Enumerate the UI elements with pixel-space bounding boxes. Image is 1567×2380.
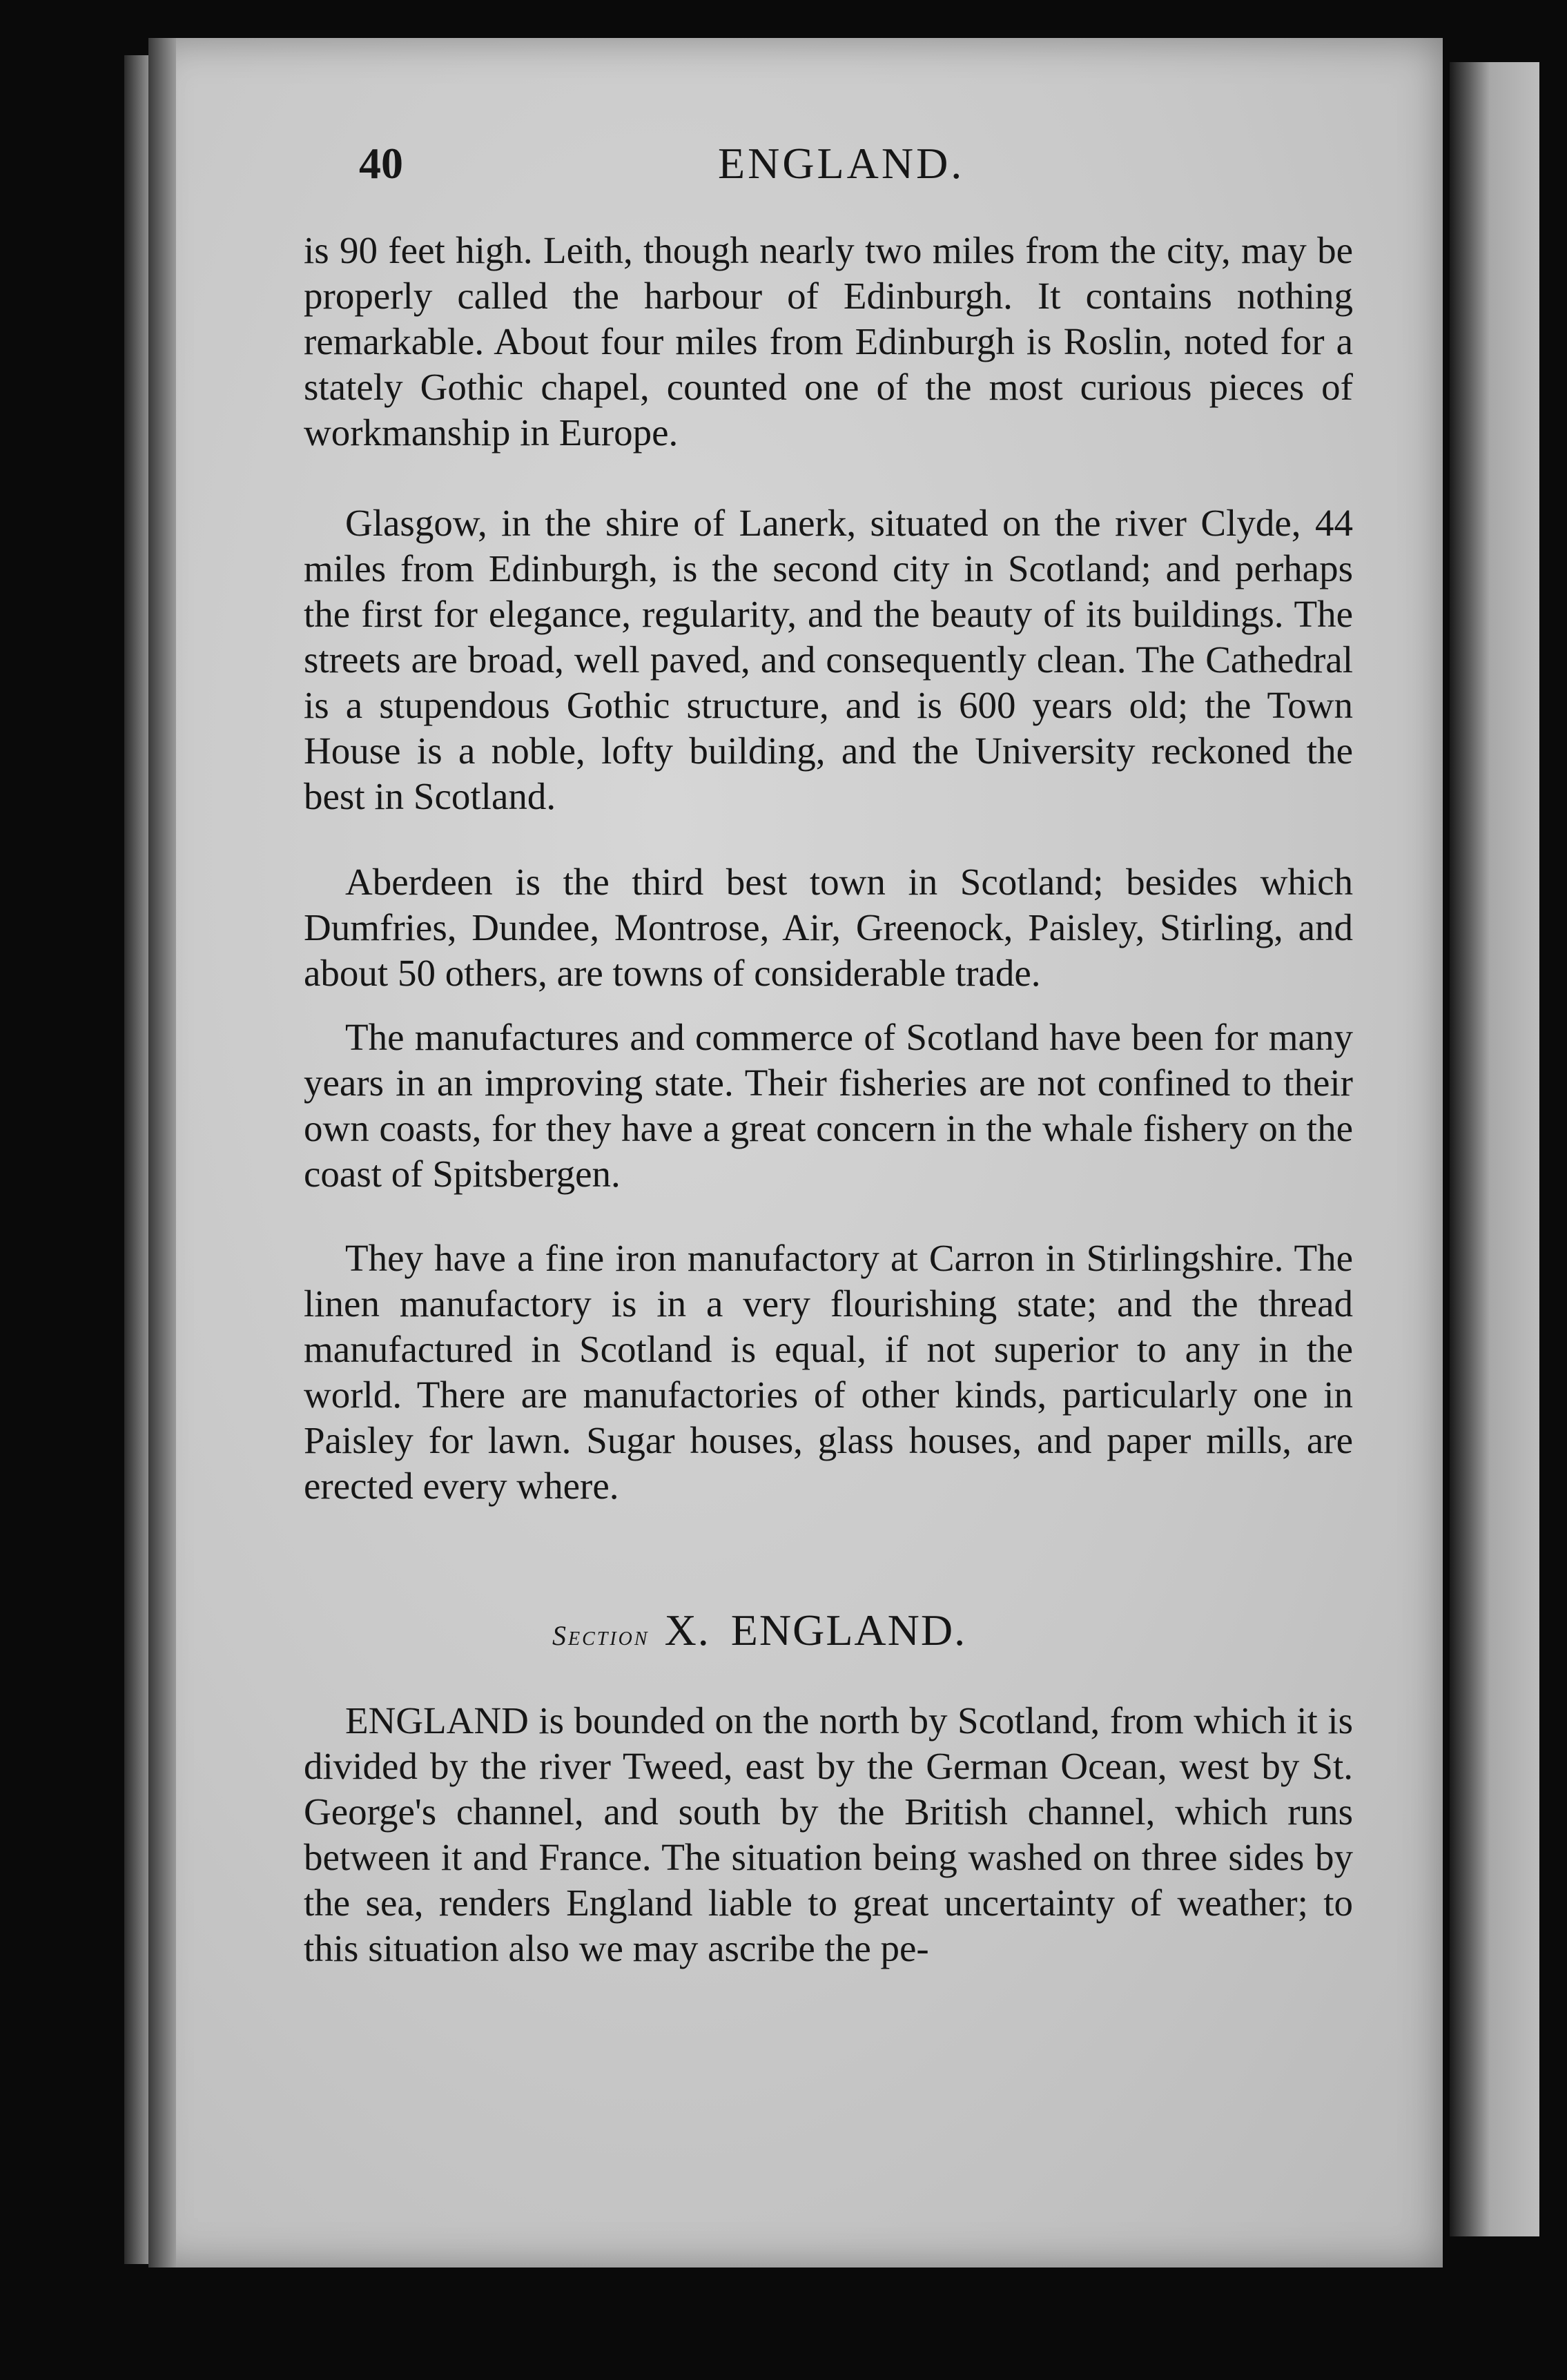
- paragraph-1: is 90 feet high. Leith, though nearly two miles from the city, may be properly called the harbour of Edinburgh. It contains nothing remarkable. About four miles from Edinburgh is Roslin, noted for a stately Gothic chapel, counted one of the most curious pieces of workmanship in Europe.: [304, 229, 1353, 453]
- running-head: [359, 138, 1049, 189]
- section-label: Section: [552, 1620, 650, 1651]
- paragraph-2: Glasgow, in the shire of Lanerk, situated on the river Clyde, 44 miles from Edinburgh, is the second city in Scotland; and perhaps the first for elegance, regularity, and the beauty of its buildings. The streets are broad, well paved, and consequently clean. The Cathedral is a stupendous Gothic structure, and is 600 years old; the Town House is a noble, lofty building, and the University reckoned the best in Scotland.: [304, 502, 1353, 817]
- section-heading: [552, 1605, 1174, 1656]
- paragraph-3: Aberdeen is the third best town in Scotland; besides which Dumfries, Dundee, Montrose, Air, Greenock, Paisley, Stirling, and about 50 others, are towns of considerable trade.: [304, 861, 1353, 994]
- binding-shadow: [148, 38, 176, 2267]
- right-page-edge: [1450, 62, 1539, 2236]
- paragraph-5: They have a fine iron manufactory at Carron in Stirlingshire. The linen manufactory is in a very flourishing state; and the thread manufactured in Scotland is equal, if not superior to any in the world. There are manufactories of other kinds, particularly one in Paisley for lawn. Sugar houses, glass houses, and paper mills, are erected every where.: [304, 1237, 1353, 1507]
- paragraph-6: ENGLAND is bounded on the north by Scotland, from which it is divided by the river Tweed, east by the German Ocean, west by St. George's channel, and south by the British channel, which runs between it and France. The situation being washed on three sides by the sea, renders England liable to great uncertainty of weather; to this situation also we may ascribe the pe-: [304, 1699, 1353, 1969]
- section-number: X.: [664, 1606, 710, 1655]
- page-number: 40: [359, 139, 403, 188]
- paragraph-4: The manufactures and commerce of Scotland have been for many years in an improving state. Their fisheries are not confined to their own coasts, for they have a great concern in the whale fishery on the coast of Spitsbergen.: [304, 1016, 1353, 1195]
- header-title: ENGLAND.: [718, 139, 965, 188]
- section-title: ENGLAND.: [730, 1606, 967, 1655]
